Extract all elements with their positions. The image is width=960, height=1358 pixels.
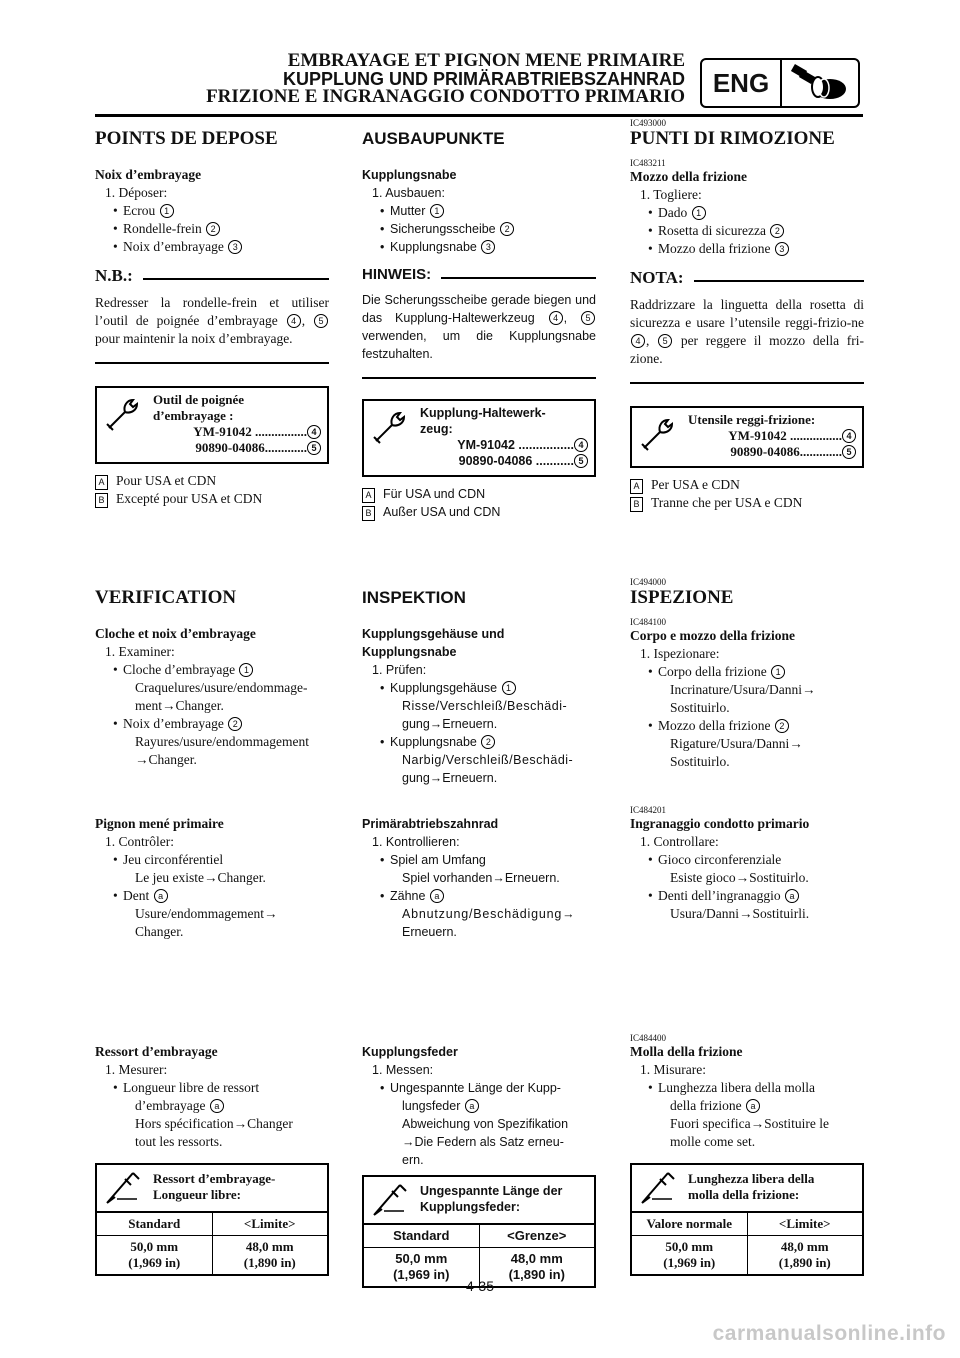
legend-item: A Pour USA et CDN (95, 472, 329, 490)
subsection-title: Ressort d’embrayage (95, 1044, 218, 1059)
list-item: • Rondelle-frein 2 (95, 220, 329, 238)
tool-part-number: 90890-04086 ........... 5 (420, 453, 588, 469)
column-italian: IC493000 PUNTI DI RIMOZIONE IC483211 Mozzo della frizione 1. Togliere: • Dado 1 • Rosetta di sicurezza 2 • Mozzo della frizione 3 NOTA: Raddrizzare la linguetta della rosetta di sicurezza e usare l’utensile reggi-frizio-ne 4 , 5 per reggere il mozzo della fri-zione. Utensile reggi-frizione: YM-91042 ................ 4 90890-04086............. 5 A Per USA e CDN B Tranne che per USA e CDN (630, 118, 864, 512)
list-item: • Ecrou 1 (95, 202, 329, 220)
column-french (95, 128, 329, 508)
list-item: • Longueur libre de ressort (95, 1079, 329, 1097)
legend-item: A Per USA e CDN (630, 476, 864, 494)
tool-title: d’embrayage : (153, 408, 234, 423)
column-italian-spring: IC484400 Molla della frizione 1. Misurare: • Lunghezza libera della molla della frizione a Fuori specifica→Sostituire le molle come set. Lunghezza libera della molla della frizione: Valore normale <Limite> 50,0 mm (1,969 in) 48,0 mm (1,890 in) (630, 1033, 864, 1276)
list-item: • Denti dell’ingranaggio a (630, 887, 864, 905)
list-item: • Mozzo della frizione 3 (630, 240, 864, 258)
list-item: • Mozzo della frizione 2 (630, 717, 864, 735)
header-title-de: KUPPLUNG UND PRIMÄRABTRIEBSZAHNRAD (283, 69, 685, 89)
special-tool-box (95, 386, 329, 464)
list-item: • Lunghezza libera della molla (630, 1079, 864, 1097)
note-header (362, 266, 596, 283)
tool-title: Outil de poignée (153, 392, 245, 407)
column-italian-inspection: IC494000 ISPEZIONE IC484100 Corpo e mozzo della frizione 1. Ispezionare: • Corpo della frizione 1 Incrinature/Usura/Danni→ Sostituirlo. • Mozzo della frizione 2 Rigature/Usura/Danni→ Sostituirlo. (630, 577, 864, 771)
spec-table: Lunghezza libera della molla della frizione: Valore normale <Limite> 50,0 mm (1,969 in) 48,0 mm (1,890 in) (630, 1163, 864, 1276)
wrench-icon (364, 401, 416, 475)
list-item: • Mutter 1 (362, 202, 596, 220)
section-badge (700, 58, 860, 108)
list-item: • Noix d’embrayage 3 (95, 238, 329, 256)
list-item: • Ungespannte Länge der Kupp- (362, 1079, 596, 1097)
tool-part-number: YM-91042 ................ 4 (153, 424, 321, 440)
header-rule (95, 114, 863, 117)
subsection-title: Kupplungsnabe (362, 168, 457, 182)
header-title-fr: EMBRAYAGE ET PIGNON MENE PRIMAIRE (287, 50, 685, 71)
note-text: Die Scherungsscheibe gerade biegen und das Kupplung-Haltewerkzeug 4 , 5 verwenden, um die Kupplungsnabe festzuhalten. (362, 293, 596, 361)
list-item: • Gioco circonferenziale (630, 851, 864, 869)
spec-table: Ungespannte Länge der Kupplungsfeder: Standard <Grenze> 50,0 mm (1,969 in) 48,0 mm (1,890 in) (362, 1175, 596, 1288)
special-tool-box: Kupplung-Haltewerk- zeug: YM-91042 ................ 4 90890-04086 ........... 5 (362, 399, 596, 477)
list-item: • Spiel am Umfang (362, 851, 596, 869)
note-label: N.B.: (95, 266, 133, 285)
column-german-gear: Primärabtriebszahnrad 1. Kontrollieren: • Spiel am Umfang Spiel vorhanden→Erneuern. • Zähne a Abnutzung/Beschädigung→ Erneuern. (362, 815, 596, 941)
spec-table: Ressort d’embrayage- Longueur libre: Standard <Limite> 50,0 mm (1,969 in) 48,0 mm (1,890 in) (95, 1163, 329, 1276)
tool-part-number: YM-91042 ................ 4 (420, 437, 588, 453)
column-german-inspection: INSPEKTION Kupplungsgehäuse und Kupplungsnabe 1. Prüfen: • Kupplungsgehäuse 1 Risse/Verschleiß/Beschädi- gung→Erneuern. • Kupplungsnabe 2 Narbig/Verschleiß/Beschädi- gung→Erneuern. (362, 587, 596, 787)
list-item: • Dado 1 (630, 204, 864, 222)
list-item: • Rosetta di sicurezza 2 (630, 222, 864, 240)
watermark: carmanualsonline.info (712, 1322, 946, 1345)
note-text: Redresser la rondelle-frein et utiliser l’outil de poignée d’embrayage 4 , 5 pour maintenir la noix d’embrayage. (95, 295, 329, 346)
note-header (630, 268, 864, 288)
note-header (95, 266, 329, 286)
special-tool-box: Utensile reggi-frizione: YM-91042 ................ 4 90890-04086............. 5 (630, 406, 864, 468)
list-item: • Zähne a (362, 887, 596, 905)
note-label: HINWEIS: (362, 266, 432, 283)
column-french-inspection: VERIFICATION Cloche et noix d’embrayage 1. Examiner: • Cloche d’embrayage 1 Craquelures/usure/endommage- ment→Changer. • Noix d’embrayage 2 Rayures/usure/endommagement →Changer. (95, 587, 329, 769)
tool-part-number: 90890-04086............. 5 (153, 440, 321, 456)
step: 1. Déposer: (105, 185, 168, 200)
section-title: ISPEZIONE (630, 587, 734, 608)
column-french-gear: Pignon mené primaire 1. Contrôler: • Jeu circonférentiel Le jeu existe→Changer. • Dent a Usure/endommagement→ Changer. (95, 815, 329, 941)
section-title: AUSBAUPUNKTE (362, 129, 505, 148)
wrench-icon (97, 388, 149, 462)
legend-item: B Tranne che per USA e CDN (630, 494, 864, 512)
legend-item: A Für USA und CDN (362, 485, 596, 503)
tool-part-number: YM-91042 ................ 4 (688, 428, 856, 444)
ref-1: 1 (160, 204, 174, 218)
engine-icon (782, 60, 858, 106)
ref-3: 3 (228, 240, 242, 254)
legend-item: B Excepté pour USA et CDN (95, 490, 329, 508)
list-item: • Sicherungsscheibe 2 (362, 220, 596, 238)
tool-part-number: 90890-04086............. 5 (688, 444, 856, 460)
note-text: Raddrizzare la linguetta della rosetta di sicurezza e usare l’utensile reggi-frizio-ne 4 , 5 per reggere il mozzo della fri-zione. (630, 297, 865, 366)
page-header (95, 52, 685, 106)
note-label: NOTA: (630, 268, 684, 287)
column-french-spring: Ressort d’embrayage 1. Mesurer: • Longueur libre de ressort d’embrayage a Hors spécification→Changer tout les ressorts. Ressort d’embrayage- Longueur libre: Standard <Limite> 50,0 mm (1,969 in) 48,0 mm (1,890 in) (95, 1043, 329, 1276)
page-number: 4-35 (465, 1278, 495, 1294)
list-item: • Noix d’embrayage 2 (95, 715, 329, 733)
caliper-icon (632, 1165, 684, 1211)
list-item: • Kupplungsnabe 3 (362, 238, 596, 256)
list-item: • Dent a (95, 887, 329, 905)
section-title: VERIFICATION (95, 587, 237, 608)
list-item: • Kupplungsnabe 2 (362, 733, 596, 751)
subsection-title: Cloche et noix d’embrayage (95, 626, 256, 641)
column-italian-gear: IC484201 Ingranaggio condotto primario 1. Controllare: • Gioco circonferenziale Esiste gioco→Sostituirlo. • Denti dell’ingranaggio a Usura/Danni→Sostituirli. (630, 805, 864, 923)
header-title-it: FRIZIONE E INGRANAGGIO CONDOTTO PRIMARIO (206, 86, 685, 107)
badge-label: ENG (702, 60, 782, 106)
legend-item: B Außer USA und CDN (362, 503, 596, 521)
column-german-spring: Kupplungsfeder 1. Messen: • Ungespannte Länge der Kupp- lungsfeder a Abweichung von Spezifikation →Die Federn als Satz erneu- ern. Ungespannte Länge der Kupplungsfeder: Standard <Grenze> 50,0 mm (1,969 in) 48,0 mm (1,890 in) (362, 1043, 596, 1288)
subsection-title: Noix d’embrayage (95, 167, 202, 182)
list-item: • Corpo della frizione 1 (630, 663, 864, 681)
caliper-icon (97, 1165, 149, 1211)
list-item: • Jeu circonférentiel (95, 851, 329, 869)
section-title: PUNTI DI RIMOZIONE (630, 128, 835, 149)
caliper-icon (364, 1177, 416, 1223)
wrench-icon (632, 408, 684, 466)
section-title: POINTS DE DEPOSE (95, 128, 278, 149)
section-code: IC493000 (630, 118, 666, 128)
subsection-title: Pignon mené primaire (95, 816, 224, 831)
list-item: • Cloche d’embrayage 1 (95, 661, 329, 679)
list-item: • Kupplungsgehäuse 1 (362, 679, 596, 697)
ref-2: 2 (206, 222, 220, 236)
section-title: INSPEKTION (362, 588, 466, 607)
column-german: AUSBAUPUNKTE Kupplungsnabe 1. Ausbauen: • Mutter 1 • Sicherungsscheibe 2 • Kupplungsnabe 3 HINWEIS: Die Scherungsscheibe gerade biegen und das Kupplung-Haltewerkzeug 4 , 5 verwenden, um die Kupplungsnabe festzuhalten. Kupplung-Haltewerk- zeug: YM-91042 ................ 4 90890-04086 ........... 5 A Für USA und CDN B Außer USA und CDN (362, 128, 596, 521)
note-end-rule (95, 362, 329, 364)
